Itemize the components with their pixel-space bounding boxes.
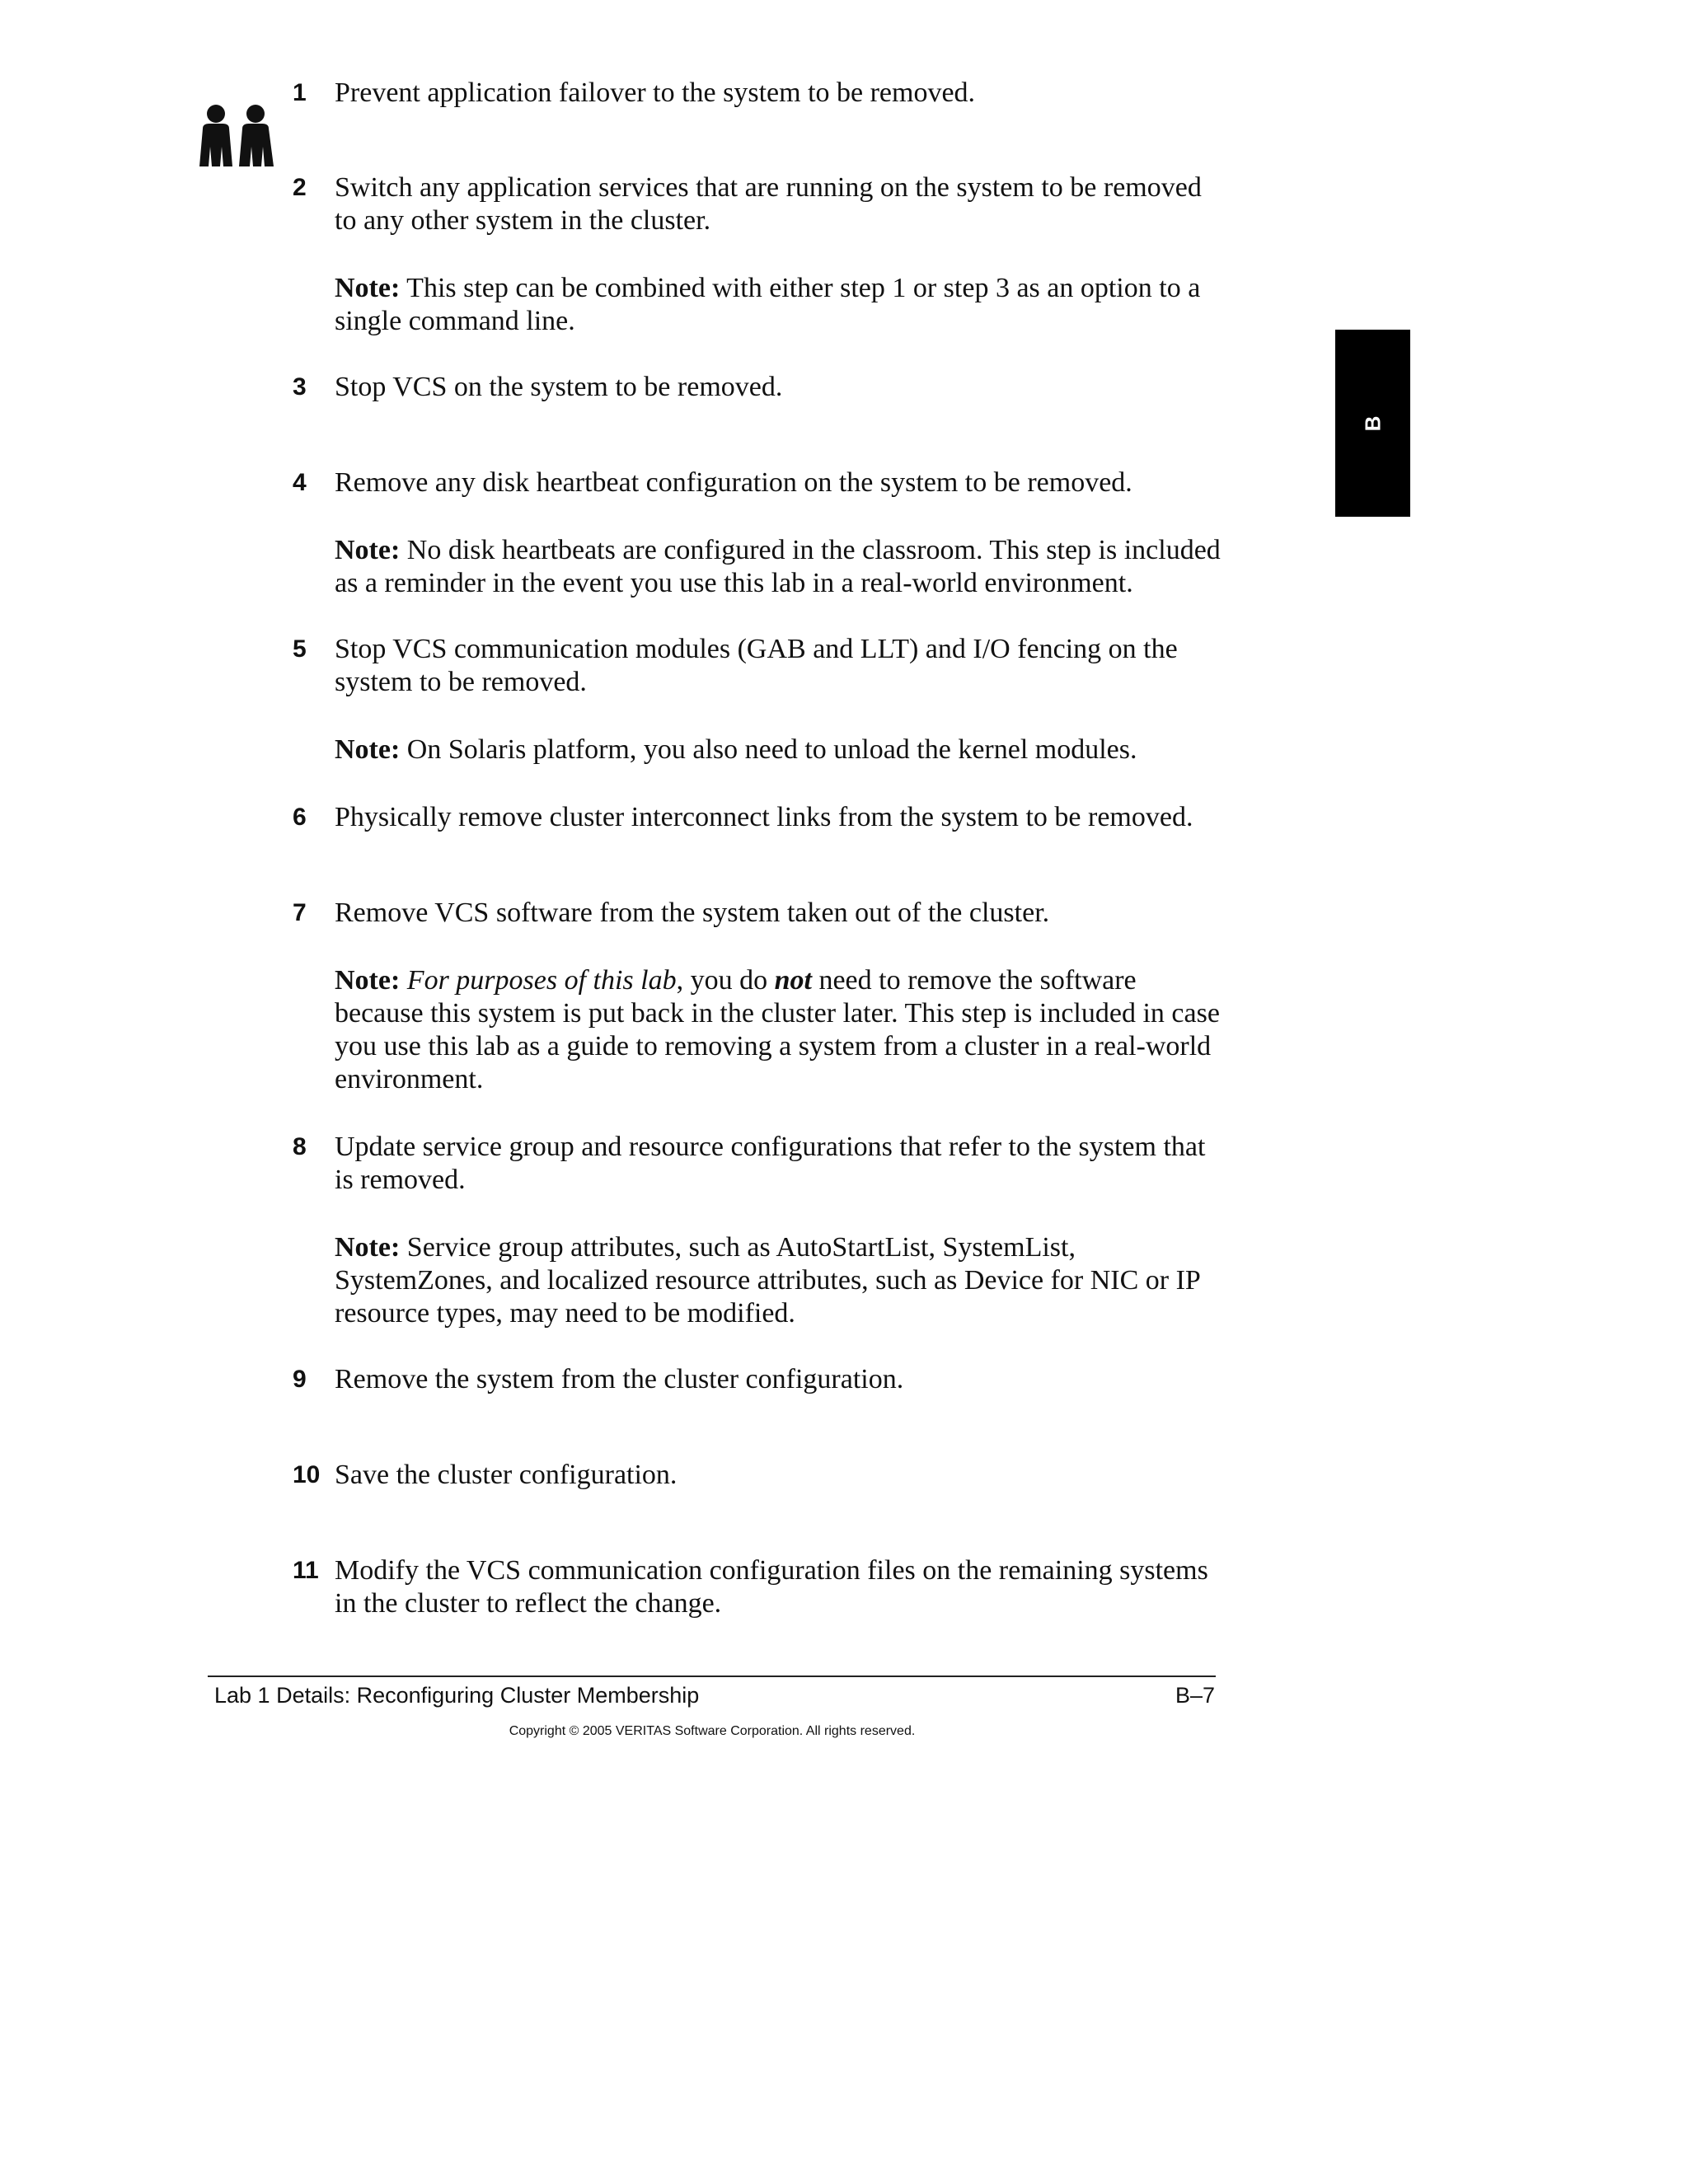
step-note bbox=[335, 534, 1224, 600]
note-text: need to remove the software because this system is put back in the cluster later. This step is included in case you use this lab as a guide to removing a system from a cluster in a real-world environment. bbox=[335, 965, 1220, 1094]
note-text: Service group attributes, such as AutoStartList, SystemList, SystemZones, and localized resource attributes, such as Device for NIC or IP resource types, may need to be modified. bbox=[335, 1232, 1200, 1329]
footer-title: Lab 1 Details: Reconfiguring Cluster Membership bbox=[214, 1683, 700, 1708]
note-label: Note: bbox=[335, 734, 401, 765]
step-text: Save the cluster configuration. bbox=[335, 1460, 678, 1490]
step-4 bbox=[293, 466, 1224, 600]
step-number: 2 bbox=[293, 174, 307, 201]
note-text: This step can be combined with either step 1 or step 3 as an option to a single command line. bbox=[335, 273, 1201, 336]
step-text: Update service group and resource configurations that refer to the system that is removed. bbox=[335, 1132, 1206, 1195]
note-text: On Solaris platform, you also need to unload the kernel modules. bbox=[400, 734, 1137, 765]
appendix-side-tab bbox=[1335, 330, 1410, 517]
step-text: Stop VCS communication modules (GAB and LLT) and I/O fencing on the system to be removed. bbox=[335, 634, 1178, 697]
step-note bbox=[335, 1231, 1224, 1330]
step-number: 9 bbox=[293, 1366, 307, 1393]
step-text: Remove VCS software from the system taken out of the cluster. bbox=[335, 898, 1050, 928]
step-1 bbox=[293, 77, 1224, 110]
step-number: 3 bbox=[293, 373, 307, 401]
step-11 bbox=[293, 1554, 1224, 1620]
step-text: Switch any application services that are running on the system to be removed to any other system in the cluster. bbox=[335, 172, 1202, 236]
note-label: Note: bbox=[335, 1232, 401, 1263]
step-number: 11 bbox=[293, 1557, 319, 1584]
note-label: Note: bbox=[335, 965, 401, 996]
step-note bbox=[335, 733, 1224, 766]
step-number: 6 bbox=[293, 804, 307, 831]
step-text: Physically remove cluster interconnect links from the system to be removed. bbox=[335, 802, 1193, 832]
step-9 bbox=[293, 1363, 1224, 1396]
note-text: , you do bbox=[676, 965, 775, 996]
step-note bbox=[335, 964, 1224, 1096]
step-text: Stop VCS on the system to be removed. bbox=[335, 372, 783, 402]
note-label: Note: bbox=[335, 273, 401, 303]
step-5 bbox=[293, 633, 1224, 766]
note-label: Note: bbox=[335, 535, 401, 565]
step-2 bbox=[293, 171, 1224, 338]
note-italic-text: For purposes of this lab bbox=[406, 965, 677, 996]
note-emphasis: not bbox=[774, 965, 812, 996]
step-number: 4 bbox=[293, 469, 307, 496]
two-people-icon bbox=[198, 104, 277, 168]
step-3 bbox=[293, 371, 1224, 404]
step-number: 5 bbox=[293, 635, 307, 663]
step-10 bbox=[293, 1459, 1224, 1492]
note-text: No disk heartbeats are configured in the classroom. This step is included as a reminder in the event you use this lab in a real-world environment. bbox=[335, 535, 1221, 598]
step-number: 7 bbox=[293, 899, 307, 926]
copyright-notice: Copyright © 2005 VERITAS Software Corporation. All rights reserved. bbox=[509, 1724, 916, 1738]
step-7 bbox=[293, 897, 1224, 1096]
step-note bbox=[335, 272, 1224, 338]
step-8 bbox=[293, 1131, 1224, 1330]
step-text: Remove the system from the cluster configuration. bbox=[335, 1364, 904, 1394]
footer-divider bbox=[208, 1675, 1216, 1677]
step-text: Modify the VCS communication configuration files on the remaining systems in the cluster to reflect the change. bbox=[335, 1555, 1208, 1619]
step-number: 8 bbox=[293, 1133, 307, 1160]
step-number: 10 bbox=[293, 1461, 321, 1488]
step-text: Remove any disk heartbeat configuration on the system to be removed. bbox=[335, 467, 1132, 498]
step-text: Prevent application failover to the system to be removed. bbox=[335, 77, 976, 108]
step-6 bbox=[293, 801, 1224, 834]
step-number: 1 bbox=[293, 79, 307, 106]
side-tab-letter: B bbox=[1360, 415, 1385, 431]
footer-page-number: B–7 bbox=[1175, 1683, 1215, 1708]
